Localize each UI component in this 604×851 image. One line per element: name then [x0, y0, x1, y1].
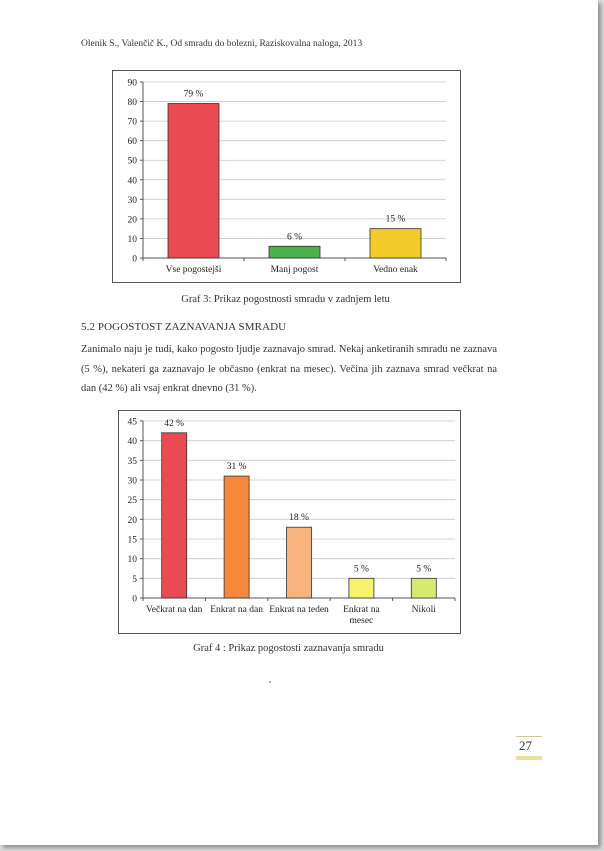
page-number: 27	[519, 738, 532, 753]
chart-2-bar	[162, 433, 187, 598]
chart-2-category-label: Enkrat na dan	[210, 605, 263, 615]
chart-2-y-tick-label: 40	[127, 437, 137, 448]
chart-2-category-label: Enkrat na teden	[269, 605, 329, 615]
chart-1-y-tick-label: 0	[132, 254, 137, 265]
chart-1-bar	[370, 229, 421, 258]
chart-1-category-label: Vedno enak	[373, 265, 418, 275]
chart-2-category-label: Nikoli	[411, 605, 436, 615]
scan-speck	[269, 681, 271, 683]
section-heading: 5.2 POGOSTOST ZAZNAVANJA SMRADU	[81, 321, 287, 333]
chart-1-category-label: Manj pogost	[270, 265, 319, 275]
chart-1-category-label: Vse pogostejši	[165, 265, 222, 275]
body-paragraph: Zanimalo naju je tudi, kako pogosto ljudje zaznavajo smrad. Nekaj anketiranih smradu ne zaznava (5 %), nekateri ga zaznavajo le občasno (enkrat na mesec). Večina jih zaznava smrad večkrat na dan (42 %) ali vsaj enkrat dnevno (31 %).	[81, 344, 497, 394]
chart-1-data-label: 79 %	[183, 89, 204, 100]
chart-2-svg	[119, 411, 460, 633]
chart-1-y-tick-label: 70	[127, 117, 137, 128]
chart-2-data-label: 18 %	[289, 513, 309, 524]
chart-1-data-label: 15 %	[385, 214, 406, 225]
chart-1-svg	[113, 71, 460, 282]
caption-graf-4: Graf 4 : Prikaz pogostosti zaznavanja smradu	[193, 643, 384, 654]
chart-1-y-tick-label: 30	[127, 195, 137, 206]
chart-2-bar	[287, 527, 312, 598]
chart-2-y-tick-label: 10	[127, 555, 137, 566]
chart-2-bar	[349, 578, 374, 598]
chart-2-category-label: Enkrat na	[343, 605, 380, 615]
chart-2-category-label: mesec	[349, 616, 374, 626]
running-head: Olenik S., Valenčič K., Od smradu do bolezni, Raziskovalna naloga, 2013	[81, 39, 363, 49]
chart-pogostnost-smradu	[112, 70, 461, 283]
chart-2-y-tick-label: 45	[127, 417, 137, 428]
chart-2-y-tick-label: 0	[132, 594, 137, 605]
chart-1-y-tick-label: 90	[127, 78, 137, 89]
chart-2-y-tick-label: 5	[132, 574, 137, 585]
chart-1-bar	[269, 246, 320, 258]
chart-1-bar	[168, 104, 219, 258]
chart-2-y-tick-label: 30	[127, 476, 137, 487]
chart-2-y-tick-label: 15	[127, 535, 137, 546]
chart-1-y-tick-label: 50	[127, 156, 137, 167]
chart-1-y-tick-label: 20	[127, 215, 137, 226]
chart-1-data-label: 6 %	[286, 232, 303, 243]
chart-2-y-tick-label: 25	[127, 496, 137, 507]
chart-2-data-label: 5 %	[416, 564, 432, 575]
chart-pogostost-zaznavanja	[118, 410, 461, 634]
caption-graf-3: Graf 3: Prikaz pogostnosti smradu v zadnjem letu	[181, 294, 390, 305]
page-number-rule-top	[516, 736, 542, 737]
chart-2-data-label: 5 %	[353, 564, 369, 575]
page-number-underline	[516, 756, 542, 760]
chart-2-data-label: 42 %	[164, 418, 185, 429]
chart-1-y-tick-label: 40	[127, 176, 137, 187]
chart-2-bar	[411, 578, 436, 598]
chart-1-y-tick-label: 60	[127, 137, 137, 148]
chart-1-y-tick-label: 10	[127, 234, 137, 245]
chart-2-bar	[224, 476, 249, 598]
chart-2-y-tick-label: 35	[127, 456, 137, 467]
chart-2-y-tick-label: 20	[127, 515, 137, 526]
chart-2-category-label: Večkrat na dan	[145, 605, 203, 615]
chart-2-data-label: 31 %	[226, 462, 247, 473]
chart-1-y-tick-label: 80	[127, 98, 137, 109]
